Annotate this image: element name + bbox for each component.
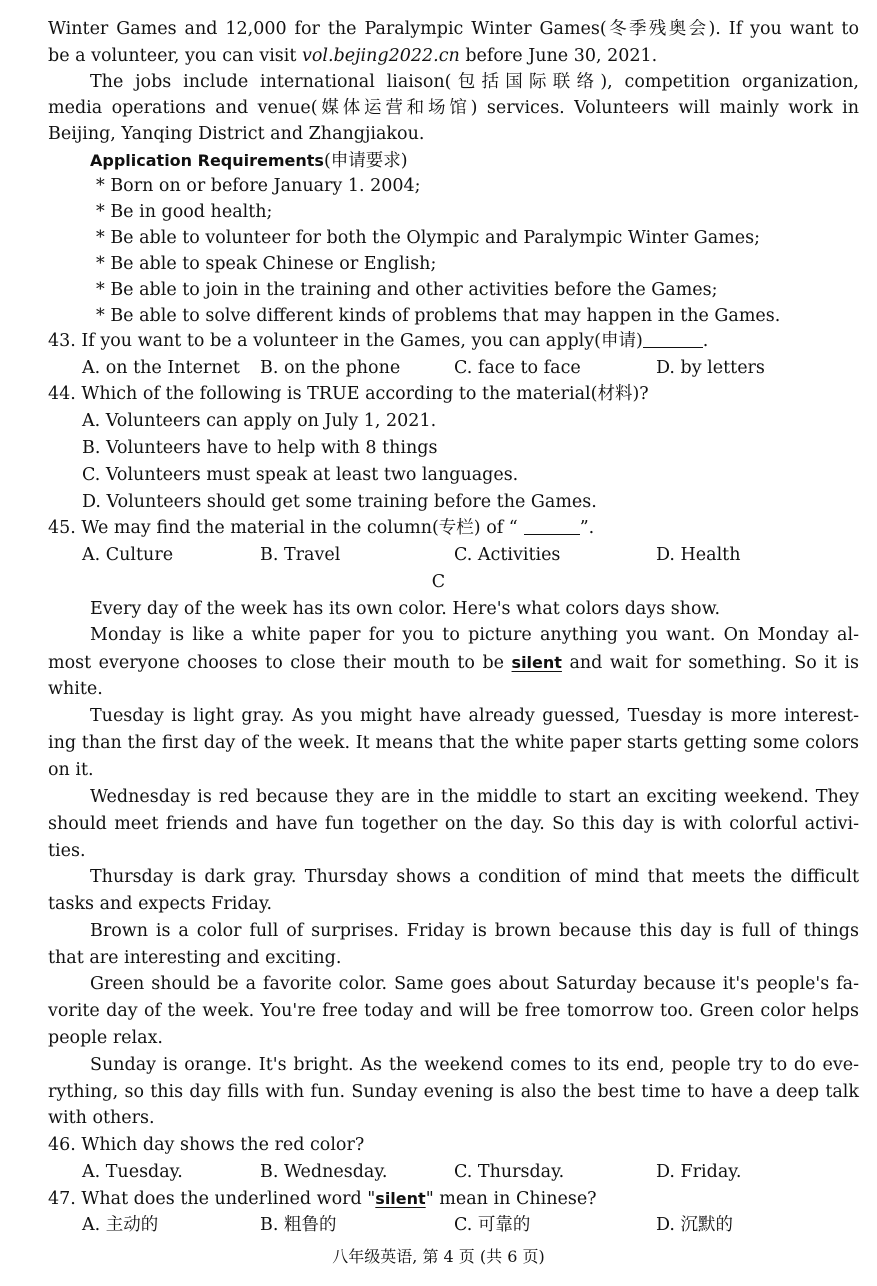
question-45 <box>48 515 859 542</box>
intro-line-5: Beijing, Yanqing District and Zhangjiakou. <box>48 124 425 144</box>
passage-p6-line1: Brown is a color full of surprises. Friday is brown because this day is full of things <box>90 921 859 941</box>
question-46: 46. Which day shows the red color? <box>48 1135 365 1155</box>
option-d: D. Volunteers should get some training before the Games. <box>82 492 597 512</box>
passage-p4-line3: ties. <box>48 841 86 861</box>
question-stem-end: . <box>702 331 709 351</box>
requirements-heading <box>90 147 859 175</box>
option-a: A. Volunteers can apply on July 1, 2021. <box>82 411 437 431</box>
question-stem: 47. What does the underlined word " <box>48 1189 376 1209</box>
option-a: A. 主动的 <box>82 1215 159 1235</box>
question-stem-end: " mean in Chinese? <box>425 1189 597 1209</box>
question-stem: 45. We may find the material in the column(专栏) of “ <box>48 518 518 538</box>
passage-p8-line1: Sunday is orange. It's bright. As the weekend comes to its end, people try to do eve- <box>90 1055 859 1075</box>
question-47 <box>48 1185 859 1213</box>
requirement-item: * Be able to solve different kinds of problems that may happen in the Games. <box>96 306 781 326</box>
option-c: C. 可靠的 <box>454 1215 531 1235</box>
question-stem: 43. If you want to be a volunteer in the Games, you can apply(申请) <box>48 331 643 351</box>
requirement-item: * Be able to join in the training and other activities before the Games; <box>96 280 718 300</box>
passage-p3-line3: on it. <box>48 760 94 780</box>
answer-blank <box>524 516 580 535</box>
volunteer-url: vol.bejing2022.cn <box>301 46 460 66</box>
passage-p4-line1: Wednesday is red because they are in the middle to start an exciting weekend. They <box>90 787 859 807</box>
page-footer: 八年级英语, 第 4 页 (共 6 页) <box>332 1247 545 1266</box>
underlined-word-silent: silent <box>375 1189 426 1208</box>
passage-p5-line2: tasks and expects Friday. <box>48 894 273 914</box>
passage-p7-line3: people relax. <box>48 1028 163 1048</box>
option-b: B. 粗鲁的 <box>260 1215 337 1235</box>
passage-p6-line2: that are interesting and exciting. <box>48 948 342 968</box>
passage-p7-line2: vorite day of the week. You're free today and will be free tomorrow too. Green color helps <box>48 1001 859 1021</box>
passage-p1: Every day of the week has its own color. Here's what colors days show. <box>90 599 721 619</box>
passage-p2-line1: Monday is like a white paper for you to picture anything you want. On Monday al- <box>90 625 859 645</box>
option-b: B. on the phone <box>260 358 401 378</box>
question-44: 44. Which of the following is TRUE according to the material(材料)? <box>48 384 649 404</box>
requirement-item: * Born on or before January 1. 2004; <box>96 176 421 196</box>
option-a: A. Culture <box>82 545 174 565</box>
option-c: C. Volunteers must speak at least two languages. <box>82 465 519 485</box>
passage-p4-line2: should meet friends and have fun together on the day. So this day is with colorful activi- <box>48 814 859 834</box>
intro-line-3: The jobs include international liaison(包括国际联络), competition organization, <box>90 72 859 92</box>
option-d: D. Health <box>656 545 741 565</box>
option-b: B. Travel <box>260 545 341 565</box>
option-b: B. Wednesday. <box>260 1162 388 1182</box>
passage-p2-line3: white. <box>48 679 103 699</box>
option-d: D. Friday. <box>656 1162 742 1182</box>
option-d: D. by letters <box>656 358 765 378</box>
option-d: D. 沉默的 <box>656 1215 734 1235</box>
question-stem-end: ”. <box>579 518 595 538</box>
requirement-item: * Be able to speak Chinese or English; <box>96 254 437 274</box>
intro-text: be a volunteer, you can visit <box>48 46 302 66</box>
requirements-heading-en: Application Requirements <box>90 151 324 170</box>
passage-text: and wait for something. So it is <box>561 653 859 673</box>
option-b: B. Volunteers have to help with 8 things <box>82 438 438 458</box>
passage-p2-line2 <box>48 649 859 677</box>
passage-p5-line1: Thursday is dark gray. Thursday shows a condition of mind that meets the difficult <box>90 867 859 887</box>
passage-text: most everyone chooses to close their mouth to be <box>48 653 512 673</box>
requirements-heading-cn: (申请要求) <box>323 151 408 171</box>
passage-p8-line3: with others. <box>48 1108 155 1128</box>
intro-line-4: media operations and venue(媒体运营和场馆) services. Volunteers will mainly work in <box>48 98 859 118</box>
passage-p8-line2: rything, so this day fills with fun. Sunday evening is also the best time to have a deep talk <box>48 1082 859 1102</box>
passage-p7-line1: Green should be a favorite color. Same goes about Saturday because it's people's fa- <box>90 974 859 994</box>
intro-line-2 <box>48 43 859 70</box>
passage-p3-line1: Tuesday is light gray. As you might have already guessed, Tuesday is more interest- <box>90 706 859 726</box>
option-a: A. on the Internet <box>82 358 240 378</box>
requirement-item: * Be able to volunteer for both the Olympic and Paralympic Winter Games; <box>96 228 761 248</box>
option-c: C. Activities <box>454 545 561 565</box>
underlined-word-silent: silent <box>511 653 562 672</box>
option-a: A. Tuesday. <box>82 1162 183 1182</box>
intro-line-1: Winter Games and 12,000 for the Paralympic Winter Games(冬季残奥会). If you want to <box>48 19 859 39</box>
intro-text: before June 30, 2021. <box>459 46 658 66</box>
answer-blank <box>643 329 703 348</box>
passage-p3-line2: ing than the first day of the week. It means that the white paper starts getting some colors <box>48 733 859 753</box>
option-c: C. face to face <box>454 358 581 378</box>
option-c: C. Thursday. <box>454 1162 565 1182</box>
requirement-item: * Be in good health; <box>96 202 273 222</box>
section-label: C <box>431 572 446 592</box>
question-43 <box>48 328 859 355</box>
